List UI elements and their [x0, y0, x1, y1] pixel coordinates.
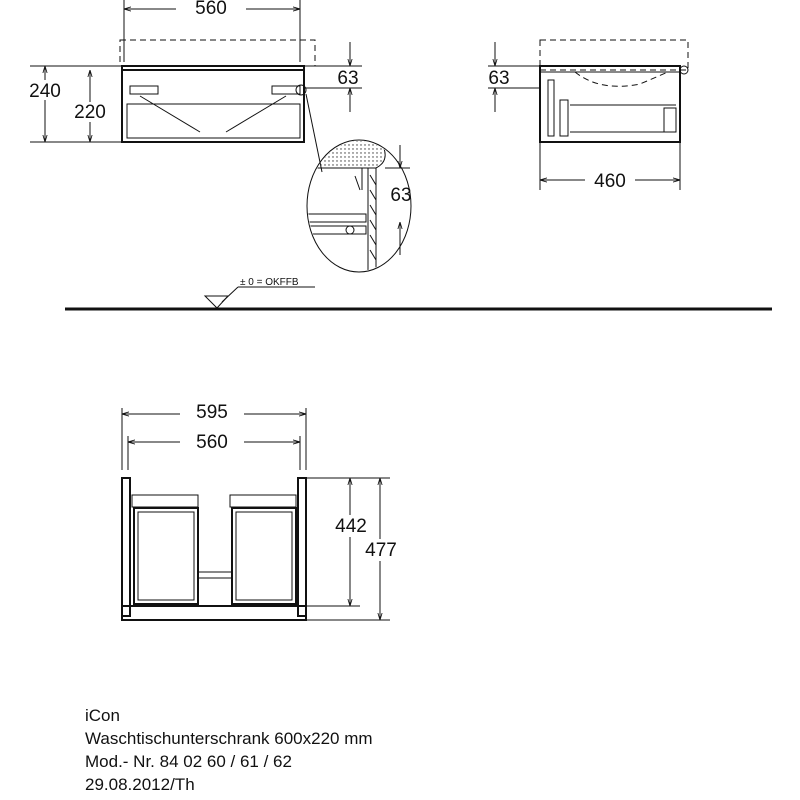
dim-front-inner-width: 560	[196, 432, 228, 453]
dim-front-outer-height: 477	[365, 540, 397, 561]
floor-reference	[65, 277, 772, 309]
product-description: Waschtischunterschrank 600x220 mm	[85, 729, 373, 748]
floor-label: ± 0 = OKFFB	[240, 277, 299, 288]
product-name: iCon	[85, 706, 120, 725]
dim-top-height-inner: 220	[74, 102, 106, 123]
top-front-view	[25, 0, 362, 172]
dim-side-recess: 63	[488, 68, 510, 89]
dim-front-inner-height: 442	[335, 516, 367, 537]
title-block	[85, 704, 373, 796]
dim-top-width: 560	[195, 0, 227, 19]
side-view	[488, 40, 688, 192]
model-number: Mod.- Nr. 84 02 60 / 61 / 62	[85, 752, 292, 771]
dim-top-height-outer: 240	[29, 81, 61, 102]
detail-bubble	[300, 140, 412, 278]
dim-front-outer-width: 595	[196, 402, 228, 423]
dim-side-depth: 460	[594, 171, 626, 192]
dim-top-recess: 63	[337, 68, 359, 89]
dim-detail-recess: 63	[390, 185, 412, 206]
drawing-date: 29.08.2012/Th	[85, 775, 195, 794]
bottom-front-view	[122, 402, 400, 620]
